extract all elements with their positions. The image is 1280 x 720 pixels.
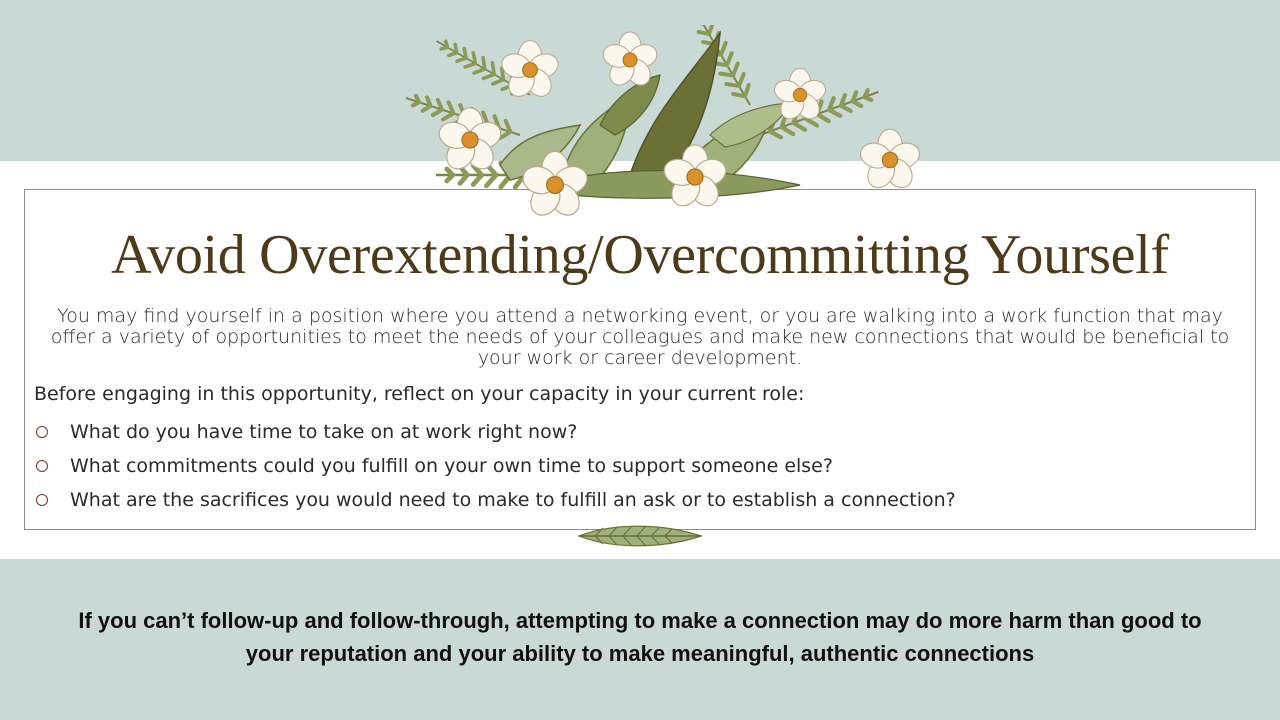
list-item	[34, 483, 1246, 517]
reflection-lead: Before engaging in this opportunity, reflect on your capacity in your current role:	[34, 383, 805, 405]
reflection-list	[34, 415, 1246, 517]
bouquet-illustration	[330, 25, 955, 225]
list-item-text: What do you have time to take on at work right now?	[70, 421, 578, 443]
list-item-text: What commitments could you fulfill on your own time to support someone else?	[70, 455, 833, 477]
circle-bullet-icon	[36, 494, 48, 506]
footer-callout: If you can’t follow-up and follow-through, attempting to make a connection may do more harm than good to your reputation and your ability to make meaningful, authentic connections	[78, 608, 1202, 666]
intro-paragraph: You may find yourself in a position where you attend a networking event, or you are walking into a work function that may offer a variety of opportunities to meet the needs of your colleagues and make new connections that would be beneficial to your work or career development.	[50, 305, 1230, 369]
leaf-sprig-icon	[575, 518, 705, 554]
slide-title: Avoid Overextending/Overcommitting Yourself	[111, 224, 1169, 286]
circle-bullet-icon	[36, 460, 48, 472]
circle-bullet-icon	[36, 426, 48, 438]
list-item	[34, 449, 1246, 483]
list-item	[34, 415, 1246, 449]
list-item-text: What are the sacrifices you would need to make to fulfill an ask or to establish a connection?	[70, 489, 956, 511]
